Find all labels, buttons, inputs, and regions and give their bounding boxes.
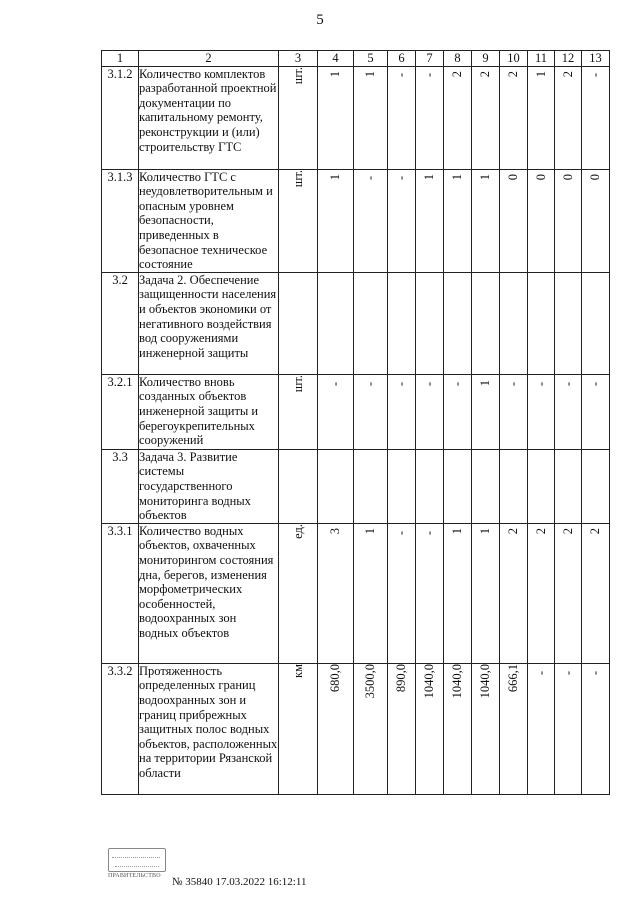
unit-cell: [279, 449, 318, 523]
value-cell: [388, 272, 416, 374]
value-cell: [318, 169, 354, 272]
value-cell: [416, 449, 444, 523]
value-text: 1: [450, 528, 465, 535]
value-cell: [354, 449, 388, 523]
value-text: -: [560, 381, 575, 386]
value-cell: [318, 449, 354, 523]
header-cell: 2: [139, 51, 279, 67]
value-cell: [354, 523, 388, 663]
value-text: 1: [478, 528, 493, 535]
value-cell: [318, 66, 354, 169]
value-cell: [472, 523, 500, 663]
page-number: 5: [316, 12, 324, 28]
value-cell: [388, 66, 416, 169]
value-cell: [500, 523, 528, 663]
value-text: 1: [363, 528, 378, 535]
table-row: [102, 449, 610, 523]
value-text: -: [328, 381, 343, 386]
value-cell: [528, 449, 555, 523]
value-cell: [354, 272, 388, 374]
header-cell: 8: [444, 51, 472, 67]
value-text: 0: [588, 174, 603, 181]
value-cell: [555, 169, 582, 272]
value-text: -: [422, 530, 437, 535]
row-number: 3.2.1: [102, 374, 139, 449]
value-cell: [388, 374, 416, 449]
value-text: 1040,0: [422, 663, 437, 699]
value-text: -: [394, 176, 409, 181]
value-cell: [555, 523, 582, 663]
table-row: [102, 523, 610, 663]
value-cell: [555, 66, 582, 169]
value-cell: [388, 663, 416, 794]
value-text: -: [422, 73, 437, 78]
value-cell: [444, 374, 472, 449]
value-cell: [472, 449, 500, 523]
unit-cell: [279, 663, 318, 794]
row-number: 3.3: [102, 449, 139, 523]
row-name: Задача 3. Развитие системы государственного мониторинга водных объектов: [139, 449, 279, 523]
value-cell: [416, 66, 444, 169]
unit-cell: [279, 66, 318, 169]
value-cell: [416, 663, 444, 794]
indicators-table: [101, 50, 610, 795]
value-cell: [472, 66, 500, 169]
value-text: -: [588, 670, 603, 675]
value-text: 1: [363, 71, 378, 78]
value-text: -: [363, 381, 378, 386]
value-cell: [318, 523, 354, 663]
value-text: -: [450, 381, 465, 386]
unit-text: шт.: [290, 374, 305, 393]
value-text: 0: [533, 174, 548, 181]
value-cell: [582, 374, 610, 449]
value-cell: [388, 523, 416, 663]
unit-cell: [279, 169, 318, 272]
value-text: 2: [450, 71, 465, 78]
value-cell: [555, 663, 582, 794]
value-text: -: [363, 176, 378, 181]
registration-info: № 35840 17.03.2022 16:12:11: [172, 876, 307, 888]
value-cell: [582, 523, 610, 663]
value-text: -: [394, 530, 409, 535]
value-cell: [582, 663, 610, 794]
row-name: Задача 2. Обеспечение защищенности населения и объектов экономики от негативного воздействия вод сооружениями инженерной защиты: [139, 272, 279, 374]
value-cell: [472, 169, 500, 272]
value-text: 2: [533, 528, 548, 535]
header-cell: 6: [388, 51, 416, 67]
value-text: -: [588, 381, 603, 386]
unit-text: ед.: [290, 523, 305, 539]
row-number: 3.1.2: [102, 66, 139, 169]
value-text: 1040,0: [478, 663, 493, 699]
unit-text: шт.: [290, 169, 305, 187]
value-text: -: [533, 381, 548, 386]
value-cell: [582, 449, 610, 523]
row-name: Количество вновь созданных объектов инженерной защиты и берегоукрепительных сооружений: [139, 374, 279, 449]
value-cell: [354, 66, 388, 169]
value-cell: [528, 169, 555, 272]
value-cell: [444, 449, 472, 523]
value-cell: [416, 169, 444, 272]
table-row: [102, 66, 610, 169]
value-text: 3: [328, 528, 343, 535]
value-cell: [555, 272, 582, 374]
value-cell: [354, 663, 388, 794]
stamp-label: ПРАВИТЕЛЬСТВО: [108, 873, 161, 879]
row-name: Количество ГТС с неудовлетворительным и опасным уровнем безопасности, приведенных в безопасное техническое состояние: [139, 169, 279, 272]
value-cell: [528, 663, 555, 794]
value-text: 1: [478, 174, 493, 181]
header-cell: 3: [279, 51, 318, 67]
value-text: 1: [422, 174, 437, 181]
value-cell: [582, 169, 610, 272]
value-cell: [528, 272, 555, 374]
table-row: [102, 663, 610, 794]
header-cell: 9: [472, 51, 500, 67]
row-number: 3.1.3: [102, 169, 139, 272]
value-cell: [528, 523, 555, 663]
unit-text: шт.: [290, 66, 305, 84]
value-text: 1: [450, 174, 465, 181]
value-text: 2: [588, 528, 603, 535]
value-text: 2: [478, 71, 493, 78]
unit-cell: [279, 523, 318, 663]
value-text: 2: [506, 528, 521, 535]
value-cell: [472, 374, 500, 449]
footer-stamp: [108, 848, 166, 879]
value-cell: [416, 523, 444, 663]
value-cell: [444, 523, 472, 663]
value-text: 1: [478, 379, 493, 386]
value-text: -: [588, 73, 603, 78]
value-text: -: [506, 381, 521, 386]
value-cell: [500, 66, 528, 169]
value-text: -: [560, 670, 575, 675]
table-body: [102, 51, 610, 795]
value-text: 0: [506, 174, 521, 181]
value-cell: [444, 272, 472, 374]
value-text: 2: [560, 528, 575, 535]
value-text: 1: [328, 71, 343, 78]
row-name: Протяженность определенных границ водоохранных зон и границ прибрежных защитных полос водных объектов, расположенных на территории Рязанской области: [139, 663, 279, 794]
value-cell: [444, 663, 472, 794]
value-cell: [472, 663, 500, 794]
value-cell: [318, 374, 354, 449]
official-stamp-icon: [108, 848, 166, 872]
unit-cell: [279, 374, 318, 449]
row-name: Количество комплектов разработанной проектной документации по капитальному ремонту, реконструкции и (или) строительству ГТС: [139, 66, 279, 169]
value-text: 2: [560, 71, 575, 78]
value-text: 666,1: [506, 663, 521, 692]
value-text: -: [394, 73, 409, 78]
header-cell: 4: [318, 51, 354, 67]
value-cell: [388, 169, 416, 272]
value-cell: [500, 272, 528, 374]
value-cell: [528, 66, 555, 169]
value-text: 3500,0: [363, 663, 378, 699]
value-cell: [416, 272, 444, 374]
value-text: -: [422, 381, 437, 386]
table-row: [102, 374, 610, 449]
value-text: 1040,0: [450, 663, 465, 699]
header-cell: 13: [582, 51, 610, 67]
table-row: [102, 272, 610, 374]
value-text: 2: [506, 71, 521, 78]
value-cell: [500, 663, 528, 794]
header-cell: 7: [416, 51, 444, 67]
unit-text: км: [290, 663, 305, 678]
value-text: 0: [560, 174, 575, 181]
value-cell: [555, 374, 582, 449]
value-text: -: [533, 670, 548, 675]
value-cell: [444, 66, 472, 169]
value-cell: [388, 449, 416, 523]
value-cell: [354, 169, 388, 272]
value-text: -: [394, 381, 409, 386]
row-number: 3.2: [102, 272, 139, 374]
value-cell: [472, 272, 500, 374]
value-cell: [555, 449, 582, 523]
header-cell: 11: [528, 51, 555, 67]
header-cell: 12: [555, 51, 582, 67]
value-cell: [444, 169, 472, 272]
value-cell: [500, 449, 528, 523]
row-number: 3.3.2: [102, 663, 139, 794]
row-name: Количество водных объектов, охваченных мониторингом состояния дна, берегов, изменения морфометрических особенностей, водоохранных зон водных объектов: [139, 523, 279, 663]
value-text: 680,0: [328, 663, 343, 692]
table-row: [102, 169, 610, 272]
value-cell: [582, 272, 610, 374]
value-cell: [528, 374, 555, 449]
unit-cell: [279, 272, 318, 374]
header-cell: 5: [354, 51, 388, 67]
value-cell: [354, 374, 388, 449]
header-cell: 1: [102, 51, 139, 67]
value-cell: [318, 272, 354, 374]
value-text: 1: [328, 174, 343, 181]
row-number: 3.3.1: [102, 523, 139, 663]
header-row: [102, 51, 610, 67]
value-cell: [416, 374, 444, 449]
value-text: 890,0: [394, 663, 409, 692]
value-cell: [582, 66, 610, 169]
value-text: 1: [533, 71, 548, 78]
value-cell: [500, 169, 528, 272]
value-cell: [318, 663, 354, 794]
header-cell: 10: [500, 51, 528, 67]
value-cell: [500, 374, 528, 449]
